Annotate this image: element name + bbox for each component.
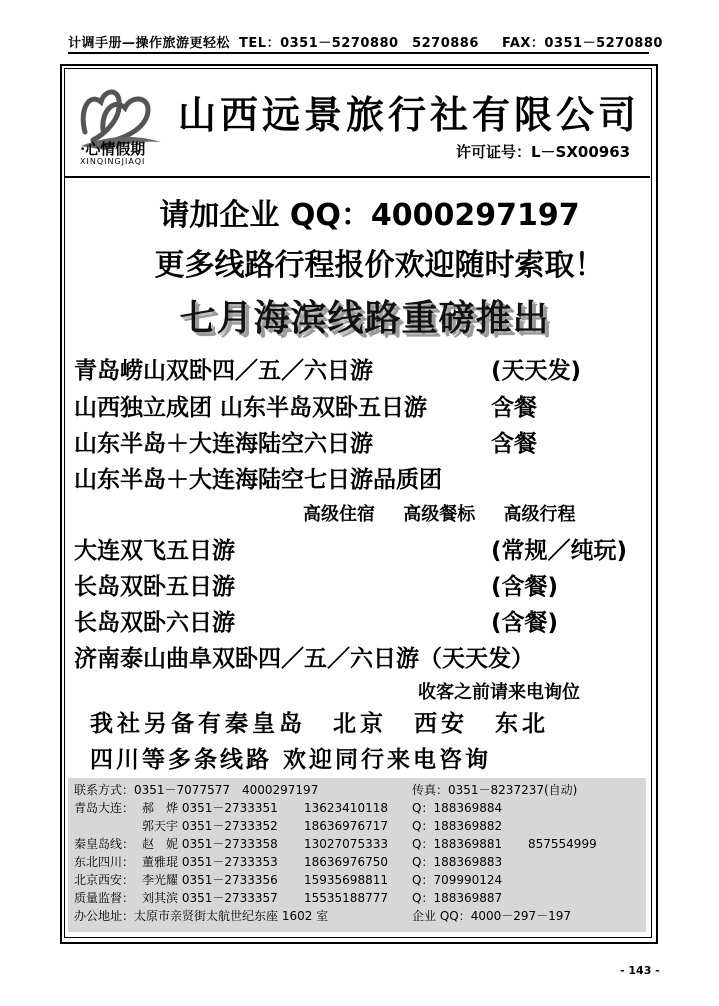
contact-mobile: 18636976750 bbox=[304, 855, 388, 869]
route-name: 长岛双卧五日游 bbox=[74, 574, 235, 600]
route-note: (天天发) bbox=[491, 358, 582, 384]
contact-dept: 北京西安： bbox=[74, 873, 135, 887]
promo-title: 七月海滨线路重磅推出 bbox=[179, 298, 550, 339]
route-note: (含餐) bbox=[491, 574, 559, 600]
contact-extra-qq: 857554999 bbox=[528, 837, 597, 851]
contact-qq: Q：188369881 bbox=[412, 837, 503, 851]
route-name: 济南泰山曲阜双卧四／五／六日游（天天发） bbox=[74, 646, 534, 672]
top-info-bar bbox=[68, 32, 663, 54]
contact-qq: Q：188369883 bbox=[412, 855, 503, 869]
contact-name-phone: 赵 妮 0351－2733358 bbox=[142, 837, 278, 851]
contact-dept: 秦皇岛线： bbox=[74, 837, 135, 851]
route-note: 含餐 bbox=[491, 395, 537, 421]
more-routes-headline: 更多线路行程报价欢迎随时索取！ bbox=[154, 248, 605, 283]
license-number: 许可证号：L－SX00963 bbox=[456, 143, 631, 161]
contact-name-phone: 董雅琨 0351－2733353 bbox=[142, 855, 278, 869]
contact-mobile: 13027075333 bbox=[304, 837, 388, 851]
route-name: 长岛双卧六日游 bbox=[74, 610, 235, 636]
route-item bbox=[74, 461, 442, 494]
route-item bbox=[74, 389, 537, 422]
other-routes-line: 我社另备有秦皇岛 北京 西安 东北 bbox=[90, 710, 549, 737]
route-note: 含餐 bbox=[491, 431, 537, 457]
route-item bbox=[74, 604, 559, 637]
contact-dept: 青岛大连： bbox=[74, 801, 135, 815]
page-number: - 143 - bbox=[620, 964, 660, 977]
contact-qq: Q：188369887 bbox=[412, 891, 503, 905]
route-name: 大连双飞五日游 bbox=[74, 538, 235, 564]
route-name: 山东半岛＋大连海陆空七日游品质团 bbox=[74, 467, 442, 493]
company-qq: 企业 QQ：4000－297－197 bbox=[412, 909, 572, 923]
qq-headline: 请加企业 QQ：4000297197 bbox=[159, 198, 580, 233]
contact-name-phone: 郭天宇 0351－2733352 bbox=[142, 819, 278, 833]
route-note: (含餐) bbox=[491, 610, 559, 636]
route-name: 山东半岛＋大连海陆空六日游 bbox=[74, 431, 373, 457]
office-address: 办公地址：太原市亲贤街太航世纪东座 1602 室 bbox=[74, 909, 329, 923]
contact-mobile: 15935698811 bbox=[304, 873, 388, 887]
main-phone: 联系方式：0351－7077577 4000297197 bbox=[74, 783, 319, 797]
route-item bbox=[74, 352, 582, 385]
other-routes-line: 四川等多条线路 欢迎同行来电咨询 bbox=[90, 746, 492, 773]
contact-mobile: 18636976717 bbox=[304, 819, 388, 833]
route-item bbox=[74, 532, 628, 565]
route-name: 山西独立成团 山东半岛双卧五日游 bbox=[74, 395, 428, 421]
route-item bbox=[74, 640, 534, 673]
contact-dept: 质量监督： bbox=[74, 891, 135, 905]
route-name: 青岛崂山双卧四／五／六日游 bbox=[74, 358, 373, 384]
company-name: 山西远景旅行社有限公司 bbox=[178, 92, 641, 137]
feature-label: 高级餐标 bbox=[403, 504, 476, 525]
contact-dept: 东北四川： bbox=[74, 855, 135, 869]
top-tel: TEL：0351－5270880 5270886 bbox=[239, 36, 479, 51]
contact-name-phone: 郝 烨 0351－2733351 bbox=[142, 801, 278, 815]
features-line bbox=[303, 500, 598, 526]
feature-label: 高级住宿 bbox=[303, 504, 375, 525]
route-item bbox=[74, 568, 559, 601]
route-item bbox=[74, 425, 537, 458]
slogan: 计调手册—操作旅游更轻松 bbox=[68, 36, 231, 51]
logo-text: ·心情假期 bbox=[80, 140, 146, 158]
feature-label: 高级行程 bbox=[503, 504, 576, 525]
contact-mobile: 13623410118 bbox=[304, 801, 388, 815]
contact-qq: Q：188369882 bbox=[412, 819, 503, 833]
contact-name-phone: 刘其滨 0351－2733357 bbox=[142, 891, 278, 905]
route-note: (常规／纯玩) bbox=[491, 538, 628, 564]
contact-mobile: 15535188777 bbox=[304, 891, 388, 905]
top-fax: FAX：0351－5270880 bbox=[501, 36, 663, 51]
contact-qq: Q：188369884 bbox=[412, 801, 503, 815]
fax-number: 传真：0351－8237237(自动) bbox=[412, 783, 578, 797]
logo-subtext: XINQINGJIAQI bbox=[80, 157, 146, 166]
contact-name-phone: 李光耀 0351－2733356 bbox=[142, 873, 278, 887]
contact-panel bbox=[68, 778, 646, 932]
collect-note: 收客之前请来电询位 bbox=[418, 682, 580, 703]
contact-qq: Q：709990124 bbox=[412, 873, 503, 887]
